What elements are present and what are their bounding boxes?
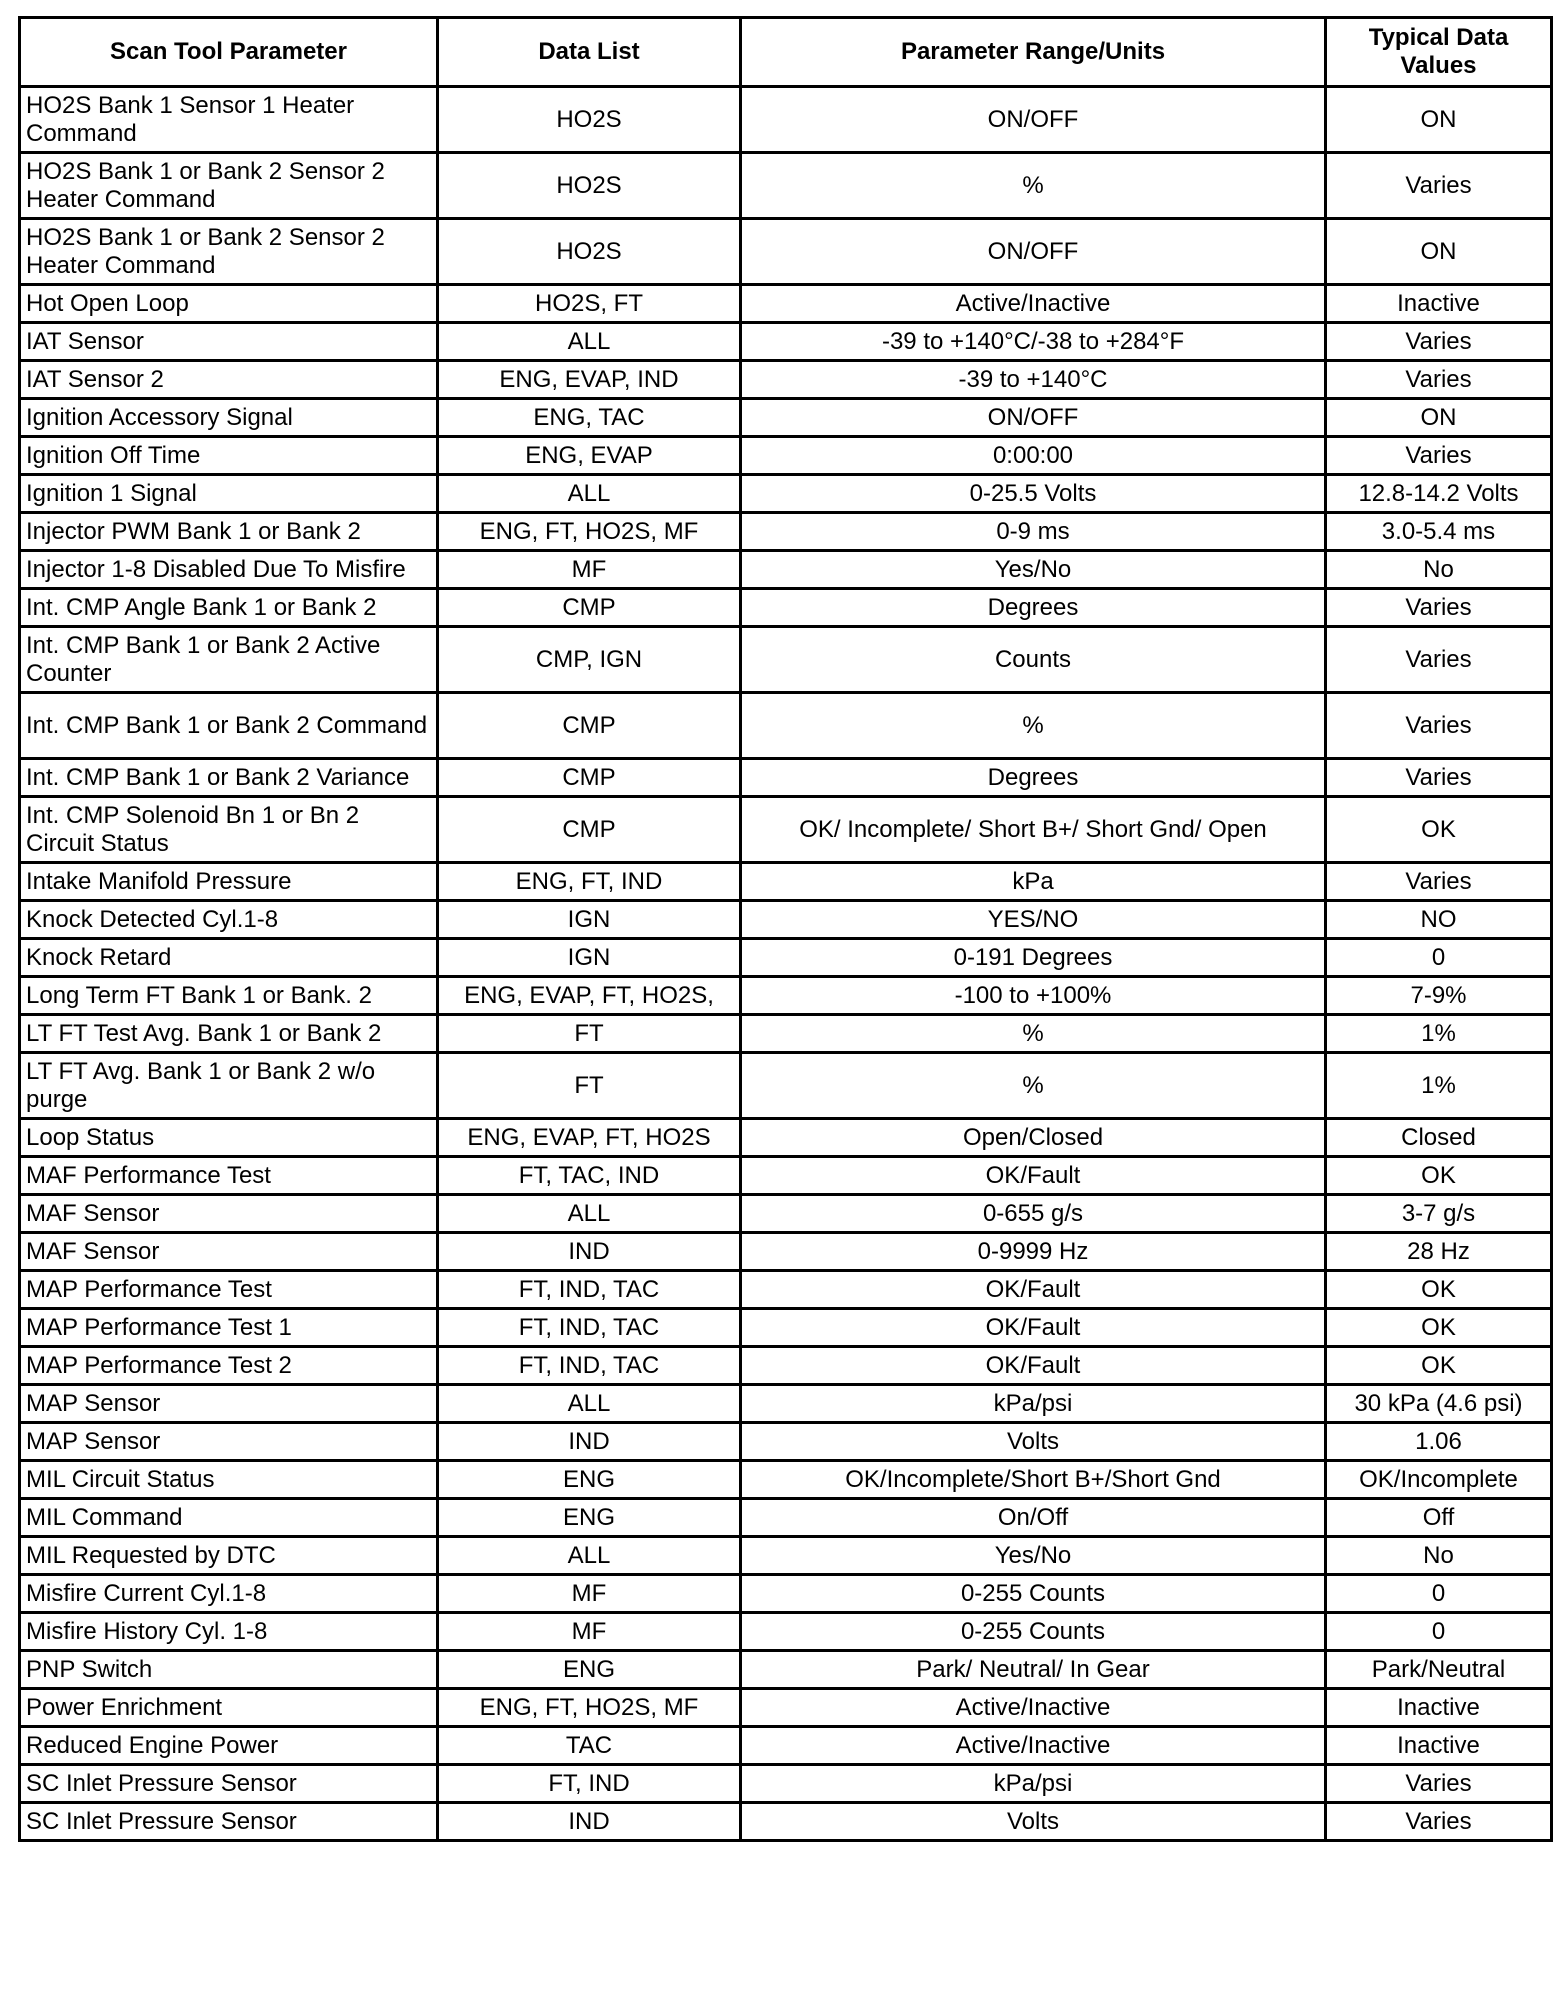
typical-value-cell: OK xyxy=(1326,1271,1552,1309)
table-row xyxy=(20,219,1552,285)
parameter-range-cell: Open/Closed xyxy=(741,1119,1326,1157)
parameter-range-cell: % xyxy=(741,1015,1326,1053)
data-list-cell: IGN xyxy=(438,901,741,939)
table-row xyxy=(20,1385,1552,1423)
table-row xyxy=(20,399,1552,437)
typical-value-cell: 1% xyxy=(1326,1053,1552,1119)
parameter-range-cell: Degrees xyxy=(741,589,1326,627)
table-row xyxy=(20,153,1552,219)
typical-value-cell: Varies xyxy=(1326,627,1552,693)
data-list-cell: CMP xyxy=(438,693,741,759)
table-row xyxy=(20,1803,1552,1841)
table-row xyxy=(20,551,1552,589)
typical-value-cell: Varies xyxy=(1326,361,1552,399)
parameter-cell: HO2S Bank 1 or Bank 2 Sensor 2 Heater Command xyxy=(20,153,438,219)
table-row xyxy=(20,1727,1552,1765)
table-row xyxy=(20,1423,1552,1461)
data-list-cell: ENG xyxy=(438,1651,741,1689)
parameter-cell: Ignition Off Time xyxy=(20,437,438,475)
parameter-range-cell: 0-9999 Hz xyxy=(741,1233,1326,1271)
data-list-cell: ALL xyxy=(438,1385,741,1423)
typical-value-cell: No xyxy=(1326,551,1552,589)
parameter-cell: Ignition 1 Signal xyxy=(20,475,438,513)
parameter-range-cell: ON/OFF xyxy=(741,219,1326,285)
typical-value-cell: 7-9% xyxy=(1326,977,1552,1015)
header-parameter-range-units: Parameter Range/Units xyxy=(741,18,1326,87)
parameter-cell: IAT Sensor 2 xyxy=(20,361,438,399)
parameter-cell: LT FT Avg. Bank 1 or Bank 2 w/o purge xyxy=(20,1053,438,1119)
header-data-list: Data List xyxy=(438,18,741,87)
typical-value-cell: Varies xyxy=(1326,589,1552,627)
data-list-cell: MF xyxy=(438,1613,741,1651)
table-row xyxy=(20,863,1552,901)
parameter-cell: Loop Status xyxy=(20,1119,438,1157)
typical-value-cell: Off xyxy=(1326,1499,1552,1537)
header-typical-data-values: Typical Data Values xyxy=(1326,18,1552,87)
data-list-cell: FT, IND xyxy=(438,1765,741,1803)
data-list-cell: TAC xyxy=(438,1727,741,1765)
parameter-cell: Reduced Engine Power xyxy=(20,1727,438,1765)
data-list-cell: CMP, IGN xyxy=(438,627,741,693)
parameter-range-cell: 0-25.5 Volts xyxy=(741,475,1326,513)
parameter-cell: Power Enrichment xyxy=(20,1689,438,1727)
data-list-cell: IND xyxy=(438,1423,741,1461)
table-row xyxy=(20,1575,1552,1613)
parameter-cell: MAP Performance Test xyxy=(20,1271,438,1309)
parameter-cell: MAP Sensor xyxy=(20,1385,438,1423)
parameter-cell: Int. CMP Bank 1 or Bank 2 Active Counter xyxy=(20,627,438,693)
parameter-range-cell: -39 to +140°C xyxy=(741,361,1326,399)
parameter-range-cell: 0-255 Counts xyxy=(741,1613,1326,1651)
table-row xyxy=(20,513,1552,551)
typical-value-cell: Varies xyxy=(1326,1765,1552,1803)
data-list-cell: HO2S xyxy=(438,219,741,285)
data-list-cell: ENG, EVAP xyxy=(438,437,741,475)
parameter-cell: Ignition Accessory Signal xyxy=(20,399,438,437)
table-row xyxy=(20,759,1552,797)
parameter-cell: SC Inlet Pressure Sensor xyxy=(20,1803,438,1841)
parameter-cell: Intake Manifold Pressure xyxy=(20,863,438,901)
parameter-cell: Injector 1-8 Disabled Due To Misfire xyxy=(20,551,438,589)
table-row xyxy=(20,475,1552,513)
typical-value-cell: NO xyxy=(1326,901,1552,939)
parameter-range-cell: ON/OFF xyxy=(741,87,1326,153)
parameter-cell: Knock Detected Cyl.1-8 xyxy=(20,901,438,939)
data-list-cell: ENG, FT, HO2S, MF xyxy=(438,1689,741,1727)
table-body xyxy=(20,87,1552,1841)
data-list-cell: ALL xyxy=(438,323,741,361)
parameter-range-cell: OK/Fault xyxy=(741,1271,1326,1309)
parameter-cell: MAP Performance Test 1 xyxy=(20,1309,438,1347)
parameter-range-cell: OK/Fault xyxy=(741,1347,1326,1385)
data-list-cell: ENG, EVAP, FT, HO2S, xyxy=(438,977,741,1015)
typical-value-cell: 30 kPa (4.6 psi) xyxy=(1326,1385,1552,1423)
table-row xyxy=(20,1233,1552,1271)
data-list-cell: ENG, FT, HO2S, MF xyxy=(438,513,741,551)
typical-value-cell: 3-7 g/s xyxy=(1326,1195,1552,1233)
parameter-range-cell: % xyxy=(741,153,1326,219)
parameter-range-cell: kPa xyxy=(741,863,1326,901)
typical-value-cell: Varies xyxy=(1326,759,1552,797)
parameter-range-cell: 0-9 ms xyxy=(741,513,1326,551)
parameter-range-cell: Yes/No xyxy=(741,1537,1326,1575)
parameter-range-cell: OK/Incomplete/Short B+/Short Gnd xyxy=(741,1461,1326,1499)
typical-value-cell: 0 xyxy=(1326,939,1552,977)
parameter-cell: Injector PWM Bank 1 or Bank 2 xyxy=(20,513,438,551)
table-row xyxy=(20,977,1552,1015)
typical-value-cell: Varies xyxy=(1326,437,1552,475)
parameter-cell: PNP Switch xyxy=(20,1651,438,1689)
typical-value-cell: OK xyxy=(1326,1309,1552,1347)
typical-value-cell: Closed xyxy=(1326,1119,1552,1157)
parameter-range-cell: OK/Fault xyxy=(741,1157,1326,1195)
data-list-cell: HO2S xyxy=(438,153,741,219)
data-list-cell: FT xyxy=(438,1053,741,1119)
parameter-cell: MAF Sensor xyxy=(20,1233,438,1271)
typical-value-cell: ON xyxy=(1326,399,1552,437)
table-row xyxy=(20,939,1552,977)
parameter-cell: HO2S Bank 1 or Bank 2 Sensor 2 Heater Command xyxy=(20,219,438,285)
typical-value-cell: 1% xyxy=(1326,1015,1552,1053)
table-row xyxy=(20,437,1552,475)
table-row xyxy=(20,1499,1552,1537)
parameter-cell: MAP Performance Test 2 xyxy=(20,1347,438,1385)
table-row xyxy=(20,1765,1552,1803)
parameter-range-cell: Degrees xyxy=(741,759,1326,797)
table-row xyxy=(20,1015,1552,1053)
typical-value-cell: Inactive xyxy=(1326,1727,1552,1765)
parameter-range-cell: Yes/No xyxy=(741,551,1326,589)
typical-value-cell: ON xyxy=(1326,219,1552,285)
parameter-cell: IAT Sensor xyxy=(20,323,438,361)
data-list-cell: HO2S, FT xyxy=(438,285,741,323)
parameter-cell: HO2S Bank 1 Sensor 1 Heater Command xyxy=(20,87,438,153)
parameter-cell: MIL Circuit Status xyxy=(20,1461,438,1499)
typical-value-cell: 28 Hz xyxy=(1326,1233,1552,1271)
parameter-range-cell: Active/Inactive xyxy=(741,1727,1326,1765)
parameter-cell: SC Inlet Pressure Sensor xyxy=(20,1765,438,1803)
table-row xyxy=(20,901,1552,939)
parameter-range-cell: Active/Inactive xyxy=(741,1689,1326,1727)
parameter-range-cell: kPa/psi xyxy=(741,1765,1326,1803)
typical-value-cell: Varies xyxy=(1326,863,1552,901)
parameter-cell: Int. CMP Solenoid Bn 1 or Bn 2 Circuit Status xyxy=(20,797,438,863)
data-list-cell: FT xyxy=(438,1015,741,1053)
parameter-range-cell: Active/Inactive xyxy=(741,285,1326,323)
data-list-cell: IND xyxy=(438,1803,741,1841)
parameter-cell: Misfire Current Cyl.1-8 xyxy=(20,1575,438,1613)
typical-value-cell: OK xyxy=(1326,797,1552,863)
data-list-cell: ENG, FT, IND xyxy=(438,863,741,901)
parameter-cell: Int. CMP Angle Bank 1 or Bank 2 xyxy=(20,589,438,627)
typical-value-cell: Inactive xyxy=(1326,285,1552,323)
data-list-cell: CMP xyxy=(438,589,741,627)
typical-value-cell: Varies xyxy=(1326,1803,1552,1841)
parameter-cell: Int. CMP Bank 1 or Bank 2 Command xyxy=(20,693,438,759)
data-list-cell: IGN xyxy=(438,939,741,977)
table-row xyxy=(20,1689,1552,1727)
scan-tool-data-table-container xyxy=(18,16,1550,1842)
parameter-cell: MIL Requested by DTC xyxy=(20,1537,438,1575)
data-list-cell: FT, IND, TAC xyxy=(438,1271,741,1309)
data-list-cell: ENG, EVAP, IND xyxy=(438,361,741,399)
data-list-cell: ENG xyxy=(438,1461,741,1499)
parameter-cell: LT FT Test Avg. Bank 1 or Bank 2 xyxy=(20,1015,438,1053)
table-row xyxy=(20,1195,1552,1233)
table-row xyxy=(20,1053,1552,1119)
typical-value-cell: No xyxy=(1326,1537,1552,1575)
typical-value-cell: OK xyxy=(1326,1157,1552,1195)
parameter-range-cell: ON/OFF xyxy=(741,399,1326,437)
parameter-range-cell: 0-655 g/s xyxy=(741,1195,1326,1233)
table-row xyxy=(20,1537,1552,1575)
typical-value-cell: Inactive xyxy=(1326,1689,1552,1727)
table-row xyxy=(20,627,1552,693)
data-list-cell: IND xyxy=(438,1233,741,1271)
typical-value-cell: 1.06 xyxy=(1326,1423,1552,1461)
parameter-range-cell: -100 to +100% xyxy=(741,977,1326,1015)
table-row xyxy=(20,693,1552,759)
parameter-range-cell: On/Off xyxy=(741,1499,1326,1537)
parameter-range-cell: % xyxy=(741,1053,1326,1119)
parameter-cell: MAF Performance Test xyxy=(20,1157,438,1195)
table-row xyxy=(20,1651,1552,1689)
typical-value-cell: ON xyxy=(1326,87,1552,153)
data-list-cell: FT, TAC, IND xyxy=(438,1157,741,1195)
parameter-range-cell: Volts xyxy=(741,1803,1326,1841)
data-list-cell: ALL xyxy=(438,1537,741,1575)
parameter-cell: Long Term FT Bank 1 or Bank. 2 xyxy=(20,977,438,1015)
typical-value-cell: 0 xyxy=(1326,1575,1552,1613)
parameter-range-cell: OK/ Incomplete/ Short B+/ Short Gnd/ Open xyxy=(741,797,1326,863)
typical-value-cell: Varies xyxy=(1326,153,1552,219)
parameter-cell: MIL Command xyxy=(20,1499,438,1537)
table-row xyxy=(20,361,1552,399)
table-row xyxy=(20,87,1552,153)
parameter-range-cell: OK/Fault xyxy=(741,1309,1326,1347)
data-list-cell: CMP xyxy=(438,759,741,797)
parameter-cell: Knock Retard xyxy=(20,939,438,977)
typical-value-cell: OK/Incomplete xyxy=(1326,1461,1552,1499)
table-row xyxy=(20,323,1552,361)
data-list-cell: CMP xyxy=(438,797,741,863)
parameter-cell: Misfire History Cyl. 1-8 xyxy=(20,1613,438,1651)
parameter-range-cell: YES/NO xyxy=(741,901,1326,939)
table-row xyxy=(20,589,1552,627)
data-list-cell: ENG, EVAP, FT, HO2S xyxy=(438,1119,741,1157)
table-row xyxy=(20,1347,1552,1385)
parameter-cell: Int. CMP Bank 1 or Bank 2 Variance xyxy=(20,759,438,797)
data-list-cell: ALL xyxy=(438,1195,741,1233)
data-list-cell: MF xyxy=(438,1575,741,1613)
table-header-row xyxy=(20,18,1552,87)
table-row xyxy=(20,1461,1552,1499)
parameter-range-cell: kPa/psi xyxy=(741,1385,1326,1423)
parameter-range-cell: Counts xyxy=(741,627,1326,693)
typical-value-cell: Park/Neutral xyxy=(1326,1651,1552,1689)
data-list-cell: ENG xyxy=(438,1499,741,1537)
parameter-range-cell: Volts xyxy=(741,1423,1326,1461)
parameter-range-cell: Park/ Neutral/ In Gear xyxy=(741,1651,1326,1689)
typical-value-cell: Varies xyxy=(1326,693,1552,759)
parameter-cell: Hot Open Loop xyxy=(20,285,438,323)
data-list-cell: FT, IND, TAC xyxy=(438,1309,741,1347)
table-row xyxy=(20,1613,1552,1651)
parameter-range-cell: 0:00:00 xyxy=(741,437,1326,475)
typical-value-cell: 3.0-5.4 ms xyxy=(1326,513,1552,551)
data-list-cell: ENG, TAC xyxy=(438,399,741,437)
table-row xyxy=(20,797,1552,863)
data-list-cell: HO2S xyxy=(438,87,741,153)
data-list-cell: ALL xyxy=(438,475,741,513)
table-row xyxy=(20,1119,1552,1157)
parameter-range-cell: -39 to +140°C/-38 to +284°F xyxy=(741,323,1326,361)
typical-value-cell: 12.8-14.2 Volts xyxy=(1326,475,1552,513)
parameter-cell: MAF Sensor xyxy=(20,1195,438,1233)
parameter-range-cell: 0-255 Counts xyxy=(741,1575,1326,1613)
typical-value-cell: OK xyxy=(1326,1347,1552,1385)
table-row xyxy=(20,1157,1552,1195)
parameter-range-cell: 0-191 Degrees xyxy=(741,939,1326,977)
typical-value-cell: 0 xyxy=(1326,1613,1552,1651)
typical-value-cell: Varies xyxy=(1326,323,1552,361)
table-row xyxy=(20,285,1552,323)
parameter-range-cell: % xyxy=(741,693,1326,759)
data-list-cell: MF xyxy=(438,551,741,589)
parameter-cell: MAP Sensor xyxy=(20,1423,438,1461)
scan-tool-data-table xyxy=(18,16,1553,1842)
table-row xyxy=(20,1309,1552,1347)
data-list-cell: FT, IND, TAC xyxy=(438,1347,741,1385)
table-row xyxy=(20,1271,1552,1309)
header-scan-tool-parameter: Scan Tool Parameter xyxy=(20,18,438,87)
